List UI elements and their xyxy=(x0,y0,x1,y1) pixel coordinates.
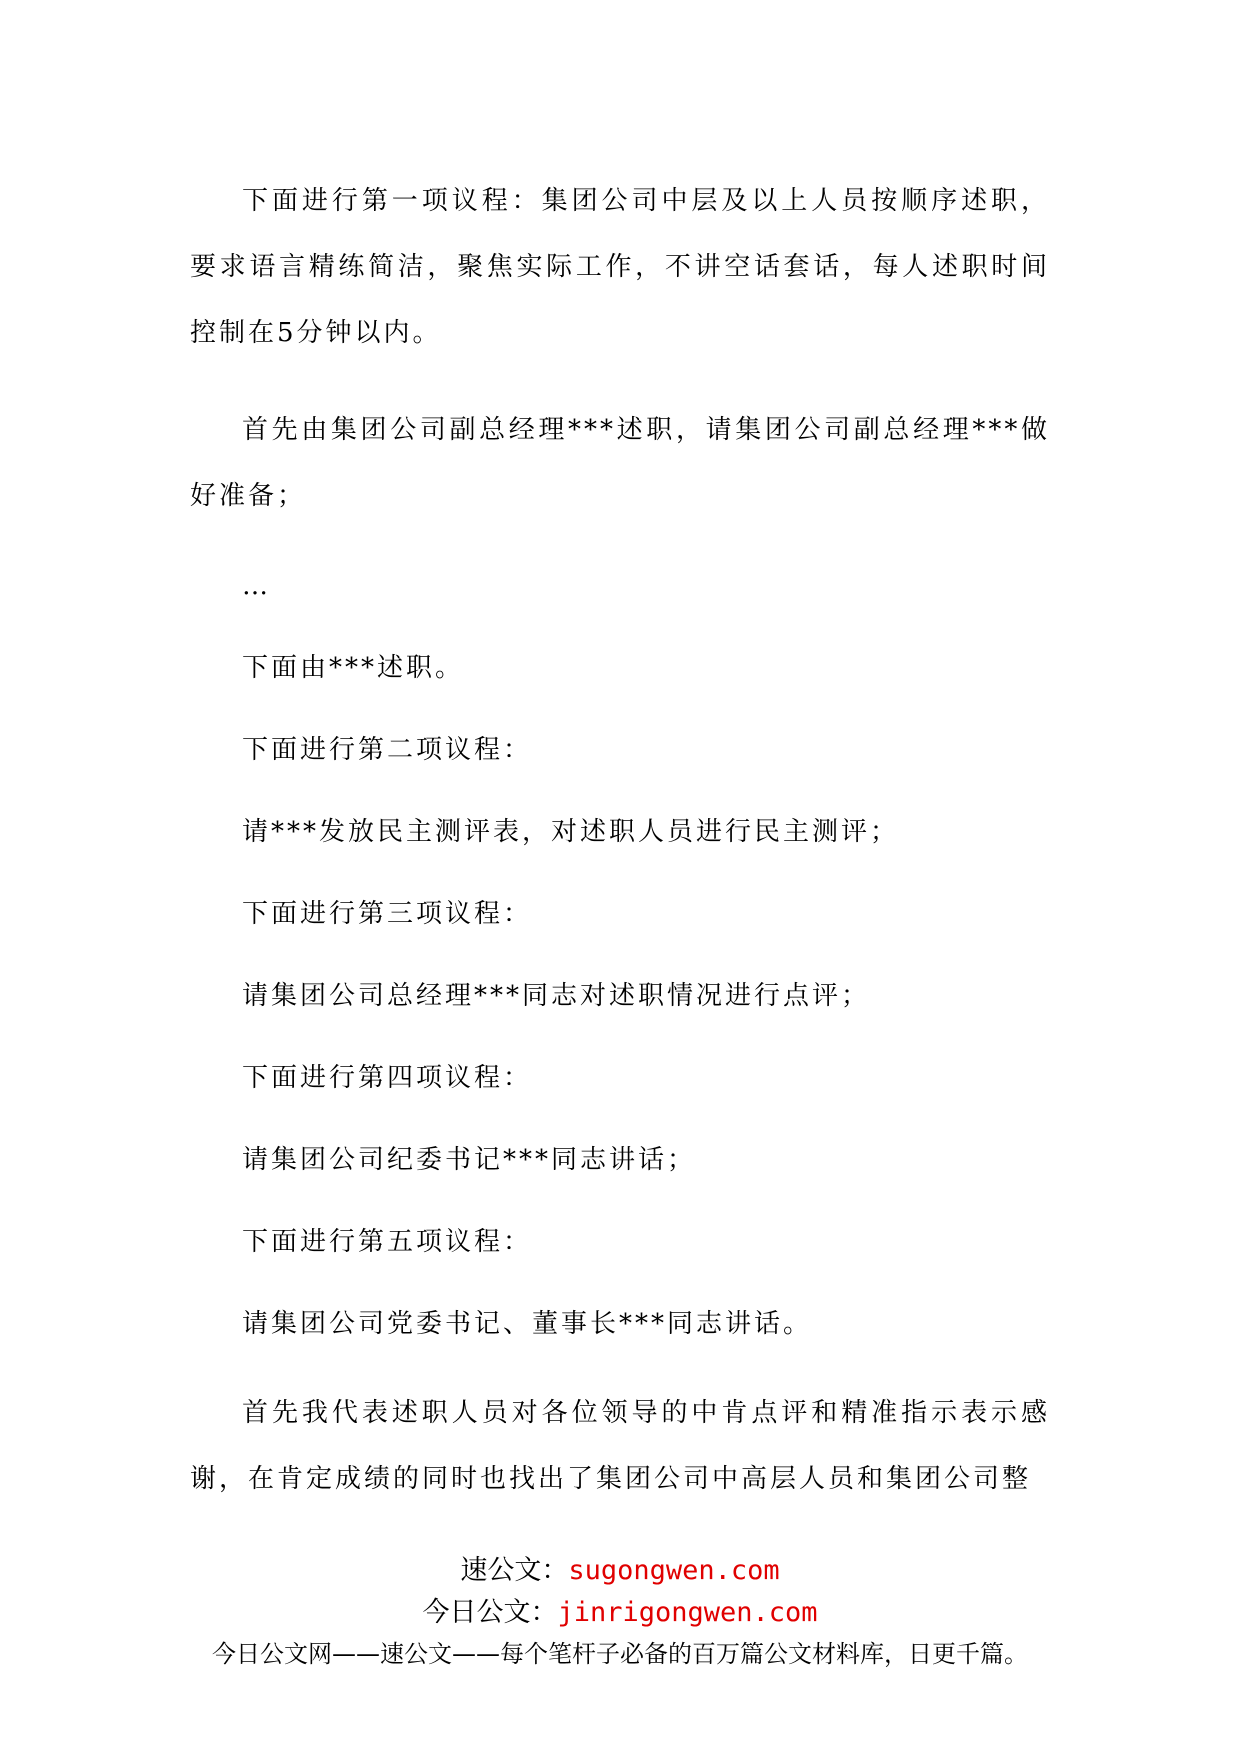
footer-slogan: 今日公文网——速公文——每个笔杆子必备的百万篇公文材料库，日更千篇。 xyxy=(212,1640,1028,1668)
paragraph-agenda-5: 下面进行第五项议程： xyxy=(242,1227,533,1257)
paragraph-agenda-2: 下面进行第二项议程： xyxy=(242,735,533,765)
paragraph-next-speaker: 下面由***述职。 xyxy=(242,653,465,683)
paragraph-thanks: 首先我代表述职人员对各位领导的中肯点评和精准指示表示感谢，在肯定成绩的同时也找出了集团公司中高层人员和集团公司整 xyxy=(190,1398,1050,1494)
paragraph-ellipsis: … xyxy=(242,571,271,601)
footer-sugongwen-link[interactable]: sugongwen.com xyxy=(568,1555,780,1586)
paragraph-evaluation: 请***发放民主测评表，对述职人员进行民主测评； xyxy=(242,817,900,847)
paragraph-agenda-1: 下面进行第一项议程：集团公司中层及以上人员按顺序述职，要求语言精练简洁，聚焦实际工作，不讲空话套话，每人述职时间控制在5分钟以内。 xyxy=(190,186,1050,348)
paragraph-agenda-3: 下面进行第三项议程： xyxy=(242,899,533,929)
paragraph-review: 请集团公司总经理***同志对述职情况进行点评； xyxy=(242,981,871,1011)
footer-sugongwen xyxy=(0,1548,1240,1587)
paragraph-first-speaker: 首先由集团公司副总经理***述职，请集团公司副总经理***做好准备； xyxy=(190,415,1050,511)
paragraph-discipline-speech: 请集团公司纪委书记***同志讲话； xyxy=(242,1145,697,1175)
paragraph-agenda-4: 下面进行第四项议程： xyxy=(242,1063,533,1093)
footer-sugongwen-label: 速公文： xyxy=(460,1555,569,1586)
footer-jinrigongwen-label: 今日公文： xyxy=(422,1597,558,1628)
footer-jinrigongwen xyxy=(0,1590,1240,1629)
paragraph-chairman-speech: 请集团公司党委书记、董事长***同志讲话。 xyxy=(242,1309,813,1339)
footer-jinrigongwen-link[interactable]: jinrigongwen.com xyxy=(557,1597,818,1628)
document-body xyxy=(190,168,1050,1543)
